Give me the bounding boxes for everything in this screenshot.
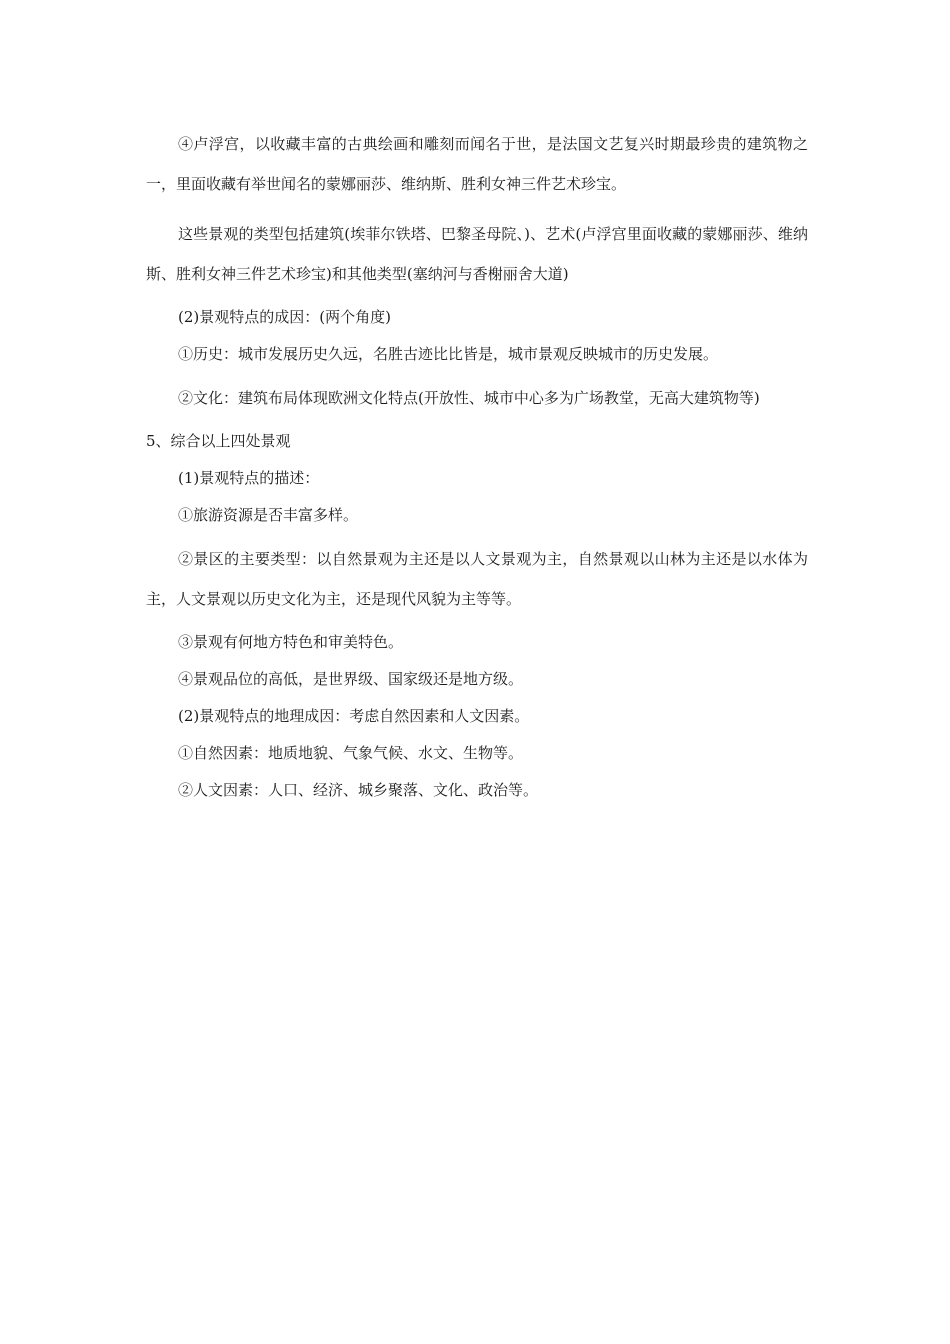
paragraph-main-types: ②景区的主要类型：以自然景观为主还是以人文景观为主，自然景观以山林为主还是以水体为主，人文景观以历史文化为主，还是现代风貌为主等等。 <box>146 550 808 608</box>
paragraph-landscape-types: 这些景观的类型包括建筑(埃菲尔铁塔、巴黎圣母院、)、艺术(卢浮宫里面收藏的蒙娜丽莎、维纳斯、胜利女神三件艺术珍宝)和其他类型(塞纳河与香榭丽舍大道) <box>146 225 808 283</box>
paragraph-louvre: ④卢浮宫，以收藏丰富的古典绘画和雕刻而闻名于世，是法国文艺复兴时期最珍贵的建筑物之一，里面收藏有举世闻名的蒙娜丽莎、维纳斯、胜利女神三件艺术珍宝。 <box>146 135 808 193</box>
paragraph-causes-heading: (2)景观特点的成因：(两个角度) <box>178 308 391 326</box>
section-heading-5: 5、综合以上四处景观 <box>146 432 291 450</box>
paragraph-resources: ①旅游资源是否丰富多样。 <box>178 506 359 524</box>
paragraph-human-factors: ②人文因素：人口、经济、城乡聚落、文化、政治等。 <box>178 781 539 799</box>
paragraph-geographic-causes: (2)景观特点的地理成因：考虑自然因素和人文因素。 <box>178 707 530 725</box>
paragraph-natural-factors: ①自然因素：地质地貌、气象气候、水文、生物等。 <box>178 744 524 762</box>
paragraph-grade: ④景观品位的高低，是世界级、国家级还是地方级。 <box>178 670 524 688</box>
paragraph-description-heading: (1)景观特点的描述： <box>178 469 320 487</box>
paragraph-history: ①历史：城市发展历史久远，名胜古迹比比皆是，城市景观反映城市的历史发展。 <box>178 345 719 363</box>
paragraph-culture: ②文化：建筑布局体现欧洲文化特点(开放性、城市中心多为广场教堂，无高大建筑物等) <box>178 389 760 407</box>
paragraph-local-features: ③景观有何地方特色和审美特色。 <box>178 633 404 651</box>
document-body <box>146 124 808 814</box>
